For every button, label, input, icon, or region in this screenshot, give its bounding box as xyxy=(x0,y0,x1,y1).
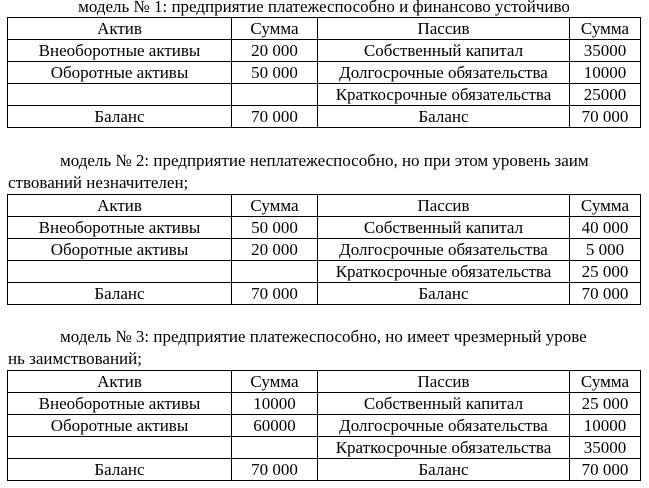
table-cell: Баланс xyxy=(8,106,232,128)
header-cell-liabilities: Пассив xyxy=(318,371,570,393)
model-3-heading-continuation xyxy=(8,348,640,370)
table-cell: Баланс xyxy=(8,459,232,481)
table-cell: 25000 xyxy=(570,84,641,106)
table-cell: Баланс xyxy=(318,283,570,305)
table-cell: 50 000 xyxy=(232,62,318,84)
header-cell-sum: Сумма xyxy=(570,18,641,40)
model-1-heading-line-1: модель № 1: предприятие платежеспособно и финансово устойчиво xyxy=(78,0,570,16)
table-cell: Собственный капитал xyxy=(318,217,570,239)
header-cell-assets: Актив xyxy=(8,18,232,40)
header-cell-sum: Сумма xyxy=(232,195,318,217)
table-cell: Баланс xyxy=(318,106,570,128)
table-cell: Внеоборотные активы xyxy=(8,217,232,239)
header-cell-sum: Сумма xyxy=(570,195,641,217)
table-cell: 20 000 xyxy=(232,239,318,261)
table-cell: 35000 xyxy=(570,40,641,62)
model-3-heading xyxy=(8,326,640,348)
table-cell: 20 000 xyxy=(232,40,318,62)
model-3-heading-line-2: нь заимствований; xyxy=(8,349,142,368)
table-cell: 70 000 xyxy=(570,283,641,305)
model-2-balance-table xyxy=(7,194,641,305)
table-cell: 70 000 xyxy=(232,459,318,481)
table-cell: Оборотные активы xyxy=(8,415,232,437)
table-cell: 10000 xyxy=(232,393,318,415)
table-cell: Долгосрочные обязательства xyxy=(318,415,570,437)
table-cell: 5 000 xyxy=(570,239,641,261)
model-3-balance-table xyxy=(7,370,641,481)
table-row xyxy=(8,437,641,459)
table-cell: Краткосрочные обязательства xyxy=(318,261,570,283)
table-cell: Краткосрочные обязательства xyxy=(318,84,570,106)
table-cell: 25 000 xyxy=(570,393,641,415)
table-cell: 25 000 xyxy=(570,261,641,283)
table-cell: Внеоборотные активы xyxy=(8,393,232,415)
table-cell: 10000 xyxy=(570,62,641,84)
table-cell xyxy=(232,84,318,106)
header-cell-sum: Сумма xyxy=(232,371,318,393)
table-cell: 60000 xyxy=(232,415,318,437)
table-row xyxy=(8,261,641,283)
model-2-heading-continuation xyxy=(8,172,640,194)
table-cell xyxy=(8,261,232,283)
table-row xyxy=(8,40,641,62)
header-cell-assets: Актив xyxy=(8,195,232,217)
table-cell: 70 000 xyxy=(232,106,318,128)
table-total-row xyxy=(8,106,641,128)
model-2-heading-line-2: ствований незначителен; xyxy=(8,173,189,192)
model-1-balance-table xyxy=(7,17,641,128)
header-cell-liabilities: Пассив xyxy=(318,18,570,40)
header-cell-liabilities: Пассив xyxy=(318,195,570,217)
table-row xyxy=(8,84,641,106)
table-cell xyxy=(232,261,318,283)
header-cell-sum: Сумма xyxy=(232,18,318,40)
model-2-heading xyxy=(8,150,640,172)
table-cell: 50 000 xyxy=(232,217,318,239)
table-total-row xyxy=(8,459,641,481)
header-cell-assets: Актив xyxy=(8,371,232,393)
table-row xyxy=(8,393,641,415)
table-cell: Долгосрочные обязательства xyxy=(318,62,570,84)
table-total-row xyxy=(8,283,641,305)
table-cell: 70 000 xyxy=(570,459,641,481)
table-cell: Краткосрочные обязательства xyxy=(318,437,570,459)
table-row xyxy=(8,239,641,261)
model-3-heading-line-1: модель № 3: предприятие платежеспособно, но имеет чрезмерный урове xyxy=(60,327,587,346)
table-cell: Долгосрочные обязательства xyxy=(318,239,570,261)
table-cell: Собственный капитал xyxy=(318,393,570,415)
table-cell: 10000 xyxy=(570,415,641,437)
table-cell: Баланс xyxy=(8,283,232,305)
table-cell: Оборотные активы xyxy=(8,62,232,84)
table-row xyxy=(8,415,641,437)
table-cell xyxy=(8,84,232,106)
table-cell: 35000 xyxy=(570,437,641,459)
table-cell: Баланс xyxy=(318,459,570,481)
table-cell xyxy=(232,437,318,459)
table-row xyxy=(8,62,641,84)
model-2-heading-line-1: модель № 2: предприятие неплатежеспособно, но при этом уровень заим xyxy=(60,151,589,170)
table-header-row xyxy=(8,371,641,393)
table-cell: 70 000 xyxy=(232,283,318,305)
table-cell: Собственный капитал xyxy=(318,40,570,62)
table-cell: Оборотные активы xyxy=(8,239,232,261)
table-cell: 70 000 xyxy=(570,106,641,128)
table-cell xyxy=(8,437,232,459)
header-cell-sum: Сумма xyxy=(570,371,641,393)
model-1-heading xyxy=(8,0,640,18)
table-row xyxy=(8,217,641,239)
table-header-row xyxy=(8,18,641,40)
table-cell: Внеоборотные активы xyxy=(8,40,232,62)
table-cell: 40 000 xyxy=(570,217,641,239)
table-header-row xyxy=(8,195,641,217)
